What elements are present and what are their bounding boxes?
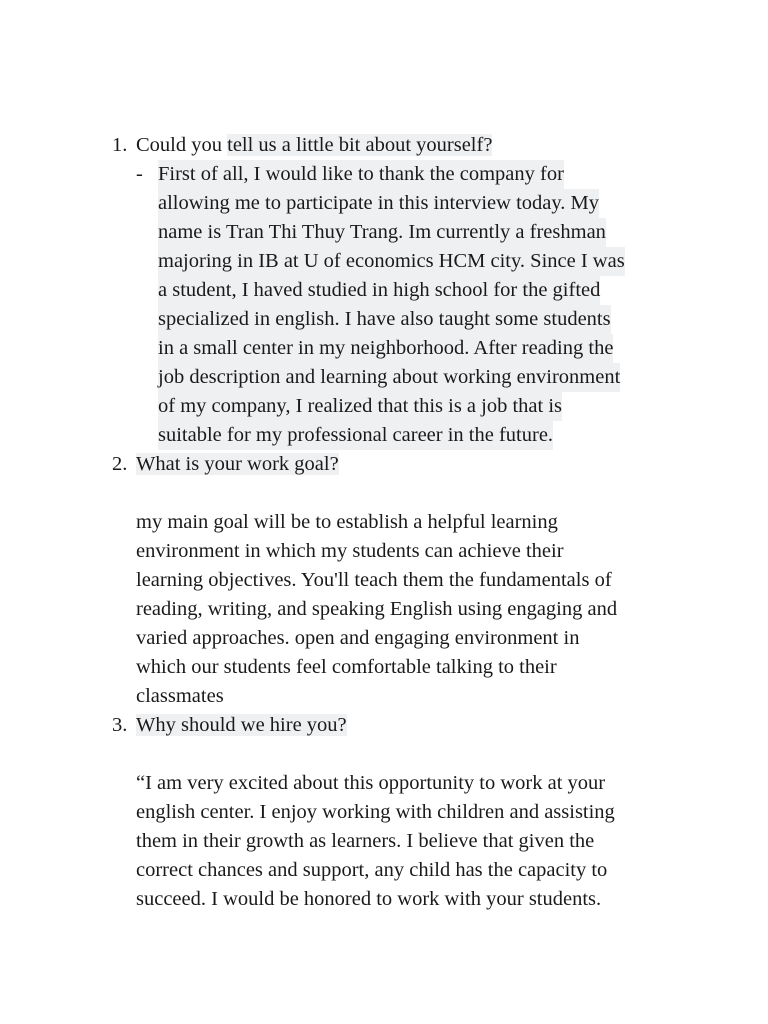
answer-line: suitable for my professional career in the future.	[158, 421, 553, 450]
question-prefix: Could you	[136, 134, 228, 156]
answer-line: a student, I haved studied in high school for the gifted	[158, 276, 600, 305]
question-1	[0, 131, 768, 160]
answer-line: reading, writing, and speaking English using engaging and	[136, 598, 618, 620]
answer-line: name is Tran Thi Thuy Trang. Im currently a freshman	[158, 218, 606, 247]
answer-line: my main goal will be to establish a helpful learning	[136, 511, 558, 533]
answer-line: which our students feel comfortable talking to their	[136, 656, 557, 678]
question-number: 2.	[112, 453, 128, 475]
answer-line: in a small center in my neighborhood. After reading the	[158, 334, 613, 363]
answer-3	[0, 769, 768, 914]
answer-line: english center. I enjoy working with children and assisting	[136, 801, 615, 823]
answer-line: specialized in english. I have also taught some students	[158, 305, 611, 334]
question-3	[0, 711, 768, 740]
answer-line: varied approaches. open and engaging environment in	[136, 627, 580, 649]
question-highlight: tell us a little bit about yourself?	[227, 134, 493, 156]
answer-line: of my company, I realized that this is a job that is	[158, 392, 562, 421]
answer-1	[0, 160, 768, 450]
answer-2	[0, 508, 768, 711]
answer-line: learning objectives. You'll teach them the fundamentals of	[136, 569, 612, 591]
blank-line	[0, 740, 768, 769]
answer-line: allowing me to participate in this interview today. My	[158, 189, 599, 218]
answer-line: environment in which my students can achieve their	[136, 540, 564, 562]
question-highlight: Why should we hire you?	[136, 714, 347, 736]
question-number: 1.	[112, 134, 128, 156]
answer-line: them in their growth as learners. I believe that given the	[136, 830, 595, 852]
answer-line: majoring in IB at U of economics HCM city. Since I was	[158, 247, 625, 276]
answer-line: First of all, I would like to thank the company for	[158, 160, 564, 189]
answer-line: succeed. I would be honored to work with your students.	[136, 888, 602, 910]
question-2	[0, 450, 768, 479]
question-number: 3.	[112, 714, 128, 736]
document-page	[0, 131, 768, 914]
answer-line: job description and learning about working environment	[158, 363, 620, 392]
blank-line	[0, 479, 768, 508]
answer-line: classmates	[136, 685, 224, 707]
answer-bullet-dash: -	[136, 163, 143, 185]
answer-line: “I am very excited about this opportunity to work at your	[136, 772, 606, 794]
question-highlight: What is your work goal?	[136, 453, 339, 475]
answer-line: correct chances and support, any child has the capacity to	[136, 859, 608, 881]
